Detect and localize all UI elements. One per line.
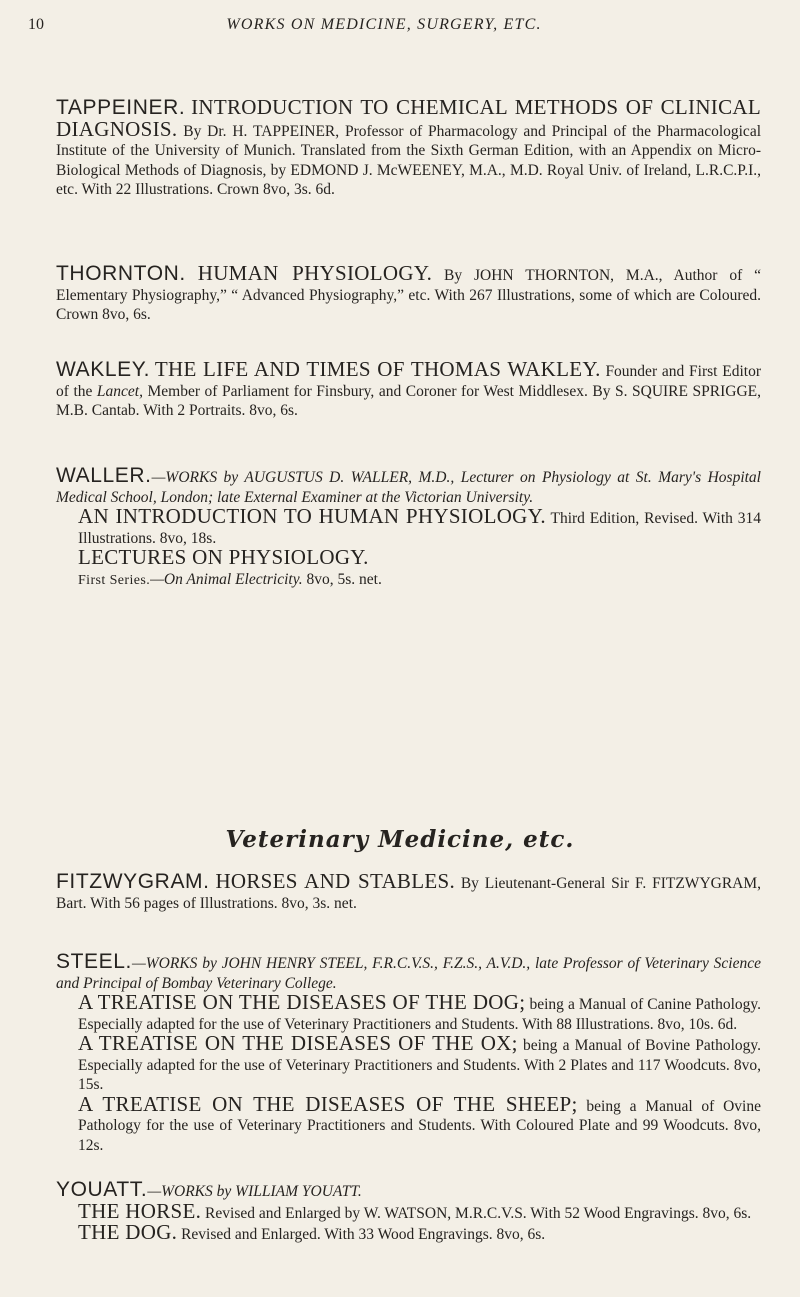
entry-wakley (56, 357, 761, 421)
page-number: 10 (28, 16, 44, 33)
book-description: Third Edition, Revised. With 314 Illustrations. 8vo, 18s. (78, 510, 761, 547)
entry-byline (56, 952, 761, 993)
entry-text (56, 95, 762, 200)
entry-steel (56, 952, 761, 1155)
work-item (56, 1091, 761, 1156)
entry-youatt (56, 1180, 761, 1245)
book-title: AN INTRODUCTION TO HUMAN PHYSIOLOGY. (78, 504, 546, 528)
journal-name: Lancet, (96, 382, 143, 400)
author-name: STEEL. (56, 950, 132, 973)
entry-text (56, 261, 762, 325)
book-description: Revised and Enlarged by W. WATSON, M.R.C.V.S. With 52 Wood Engravings. 8vo, 6s. (205, 1204, 752, 1222)
book-description: By Lieutenant-General Sir F. FITZWYGRAM, Bart. With 56 pages of Illustrations. 8vo, 3s. net. (56, 875, 762, 912)
author-name: TAPPEINER. (56, 96, 186, 119)
running-head (28, 16, 740, 40)
book-description: 8vo, 5s. net. (306, 570, 382, 588)
author-name: FITZWYGRAM. (56, 870, 210, 893)
work-item (56, 545, 761, 570)
work-item (56, 1031, 762, 1095)
running-title: WORKS ON MEDICINE, SURGERY, ETC. (226, 16, 542, 33)
author-name: WALLER. (56, 464, 152, 487)
book-title: THE LIFE AND TIMES OF THOMAS WAKLEY. (154, 357, 601, 381)
entry-byline (56, 466, 761, 507)
book-title: INTRODUCTION TO CHEMICAL METHODS OF CLINICAL DIAGNOSIS. (56, 95, 761, 141)
book-description: Member of Parliament for Finsbury, and Coroner for West Middlesex. By S. SQUIRE SPRIGGE, M.B. Cantab. With 2 Portraits. 8vo, 6s. (56, 382, 761, 419)
book-description: being a Manual of Ovine Pathology for the use of Veterinary Practitioners and Students. With Coloured Plate and 99 Woodcuts. 8vo, 12s. (78, 1097, 761, 1154)
work-item (56, 570, 761, 591)
work-item (56, 1220, 761, 1245)
book-title: A TREATISE ON THE DISEASES OF THE SHEEP; (78, 1091, 578, 1116)
section-heading: Veterinary Medicine, etc. (225, 826, 575, 853)
entry-text (56, 869, 762, 913)
book-description: By Dr. H. TAPPEINER, Professor of Pharmacology and Principal of the Pharmacological Institute of the University of Munich. Translated from the Sixth German Edition, with an Appendix on Micro-Biological Methods of Diagnosis, by EDMOND J. McWEENEY, M.A., M.D. Royal Univ. of Ireland, L.R.C.P.I., etc. With 22 Illustrations. Crown 8vo, 3s. 6d. (56, 122, 762, 198)
book-title: HORSES AND STABLES. (215, 869, 455, 893)
entry-thornton (56, 261, 762, 325)
book-title: HUMAN PHYSIOLOGY. (197, 261, 433, 285)
book-description: being a Manual of Canine Pathology. Especially adapted for the use of Veterinary Practitioners and Students. With 88 Illustrations. 8vo, 10s. 6d. (78, 996, 762, 1033)
entry-fitzwygram (56, 869, 762, 913)
author-name: YOUATT. (56, 1178, 148, 1201)
author-name: THORNTON. (56, 262, 186, 285)
book-description: being a Manual of Bovine Pathology. Especially adapted for the use of Veterinary Practitioners and Students. With 2 Plates and 117 Woodcuts. 8vo, 15s. (78, 1037, 762, 1093)
series-label: First Series. (78, 572, 151, 588)
author-byline: —WORKS by WILLIAM YOUATT. (147, 1183, 362, 1200)
book-title: A TREATISE ON THE DISEASES OF THE DOG; (78, 990, 526, 1014)
author-byline: —WORKS by AUGUSTUS D. WALLER, M.D., Lecturer on Physiology at St. Mary's Hospital Medical School, London; late External Examiner at the Victorian University. (56, 469, 761, 506)
book-title: LECTURES ON PHYSIOLOGY. (78, 545, 369, 569)
entry-waller (56, 466, 761, 590)
work-item (56, 504, 761, 548)
entry-text (56, 357, 761, 421)
series-topic: —On Animal Electricity. (150, 570, 303, 588)
book-title: THE HORSE. (78, 1198, 202, 1223)
book-description: Founder and First Editor of the (56, 363, 761, 400)
book-title: A TREATISE ON THE DISEASES OF THE OX; (78, 1031, 518, 1055)
book-description: By JOHN THORNTON, M.A., Author of “ Elementary Physiography,” “ Advanced Physiography,” etc. With 267 Illustrations, some of which are Coloured. Crown 8vo, 6s. (56, 267, 762, 323)
book-title: THE DOG. (78, 1220, 178, 1244)
work-item (56, 990, 762, 1034)
entry-tappeiner (56, 95, 762, 200)
book-description: Revised and Enlarged. With 33 Wood Engravings. 8vo, 6s. (181, 1226, 546, 1243)
author-name: WAKLEY. (56, 358, 151, 381)
author-byline: —WORKS by JOHN HENRY STEEL, F.R.C.V.S., F.Z.S., A.V.D., late Professor of Veterinary Science and Principal of Bombay Veterinary College. (56, 955, 761, 992)
